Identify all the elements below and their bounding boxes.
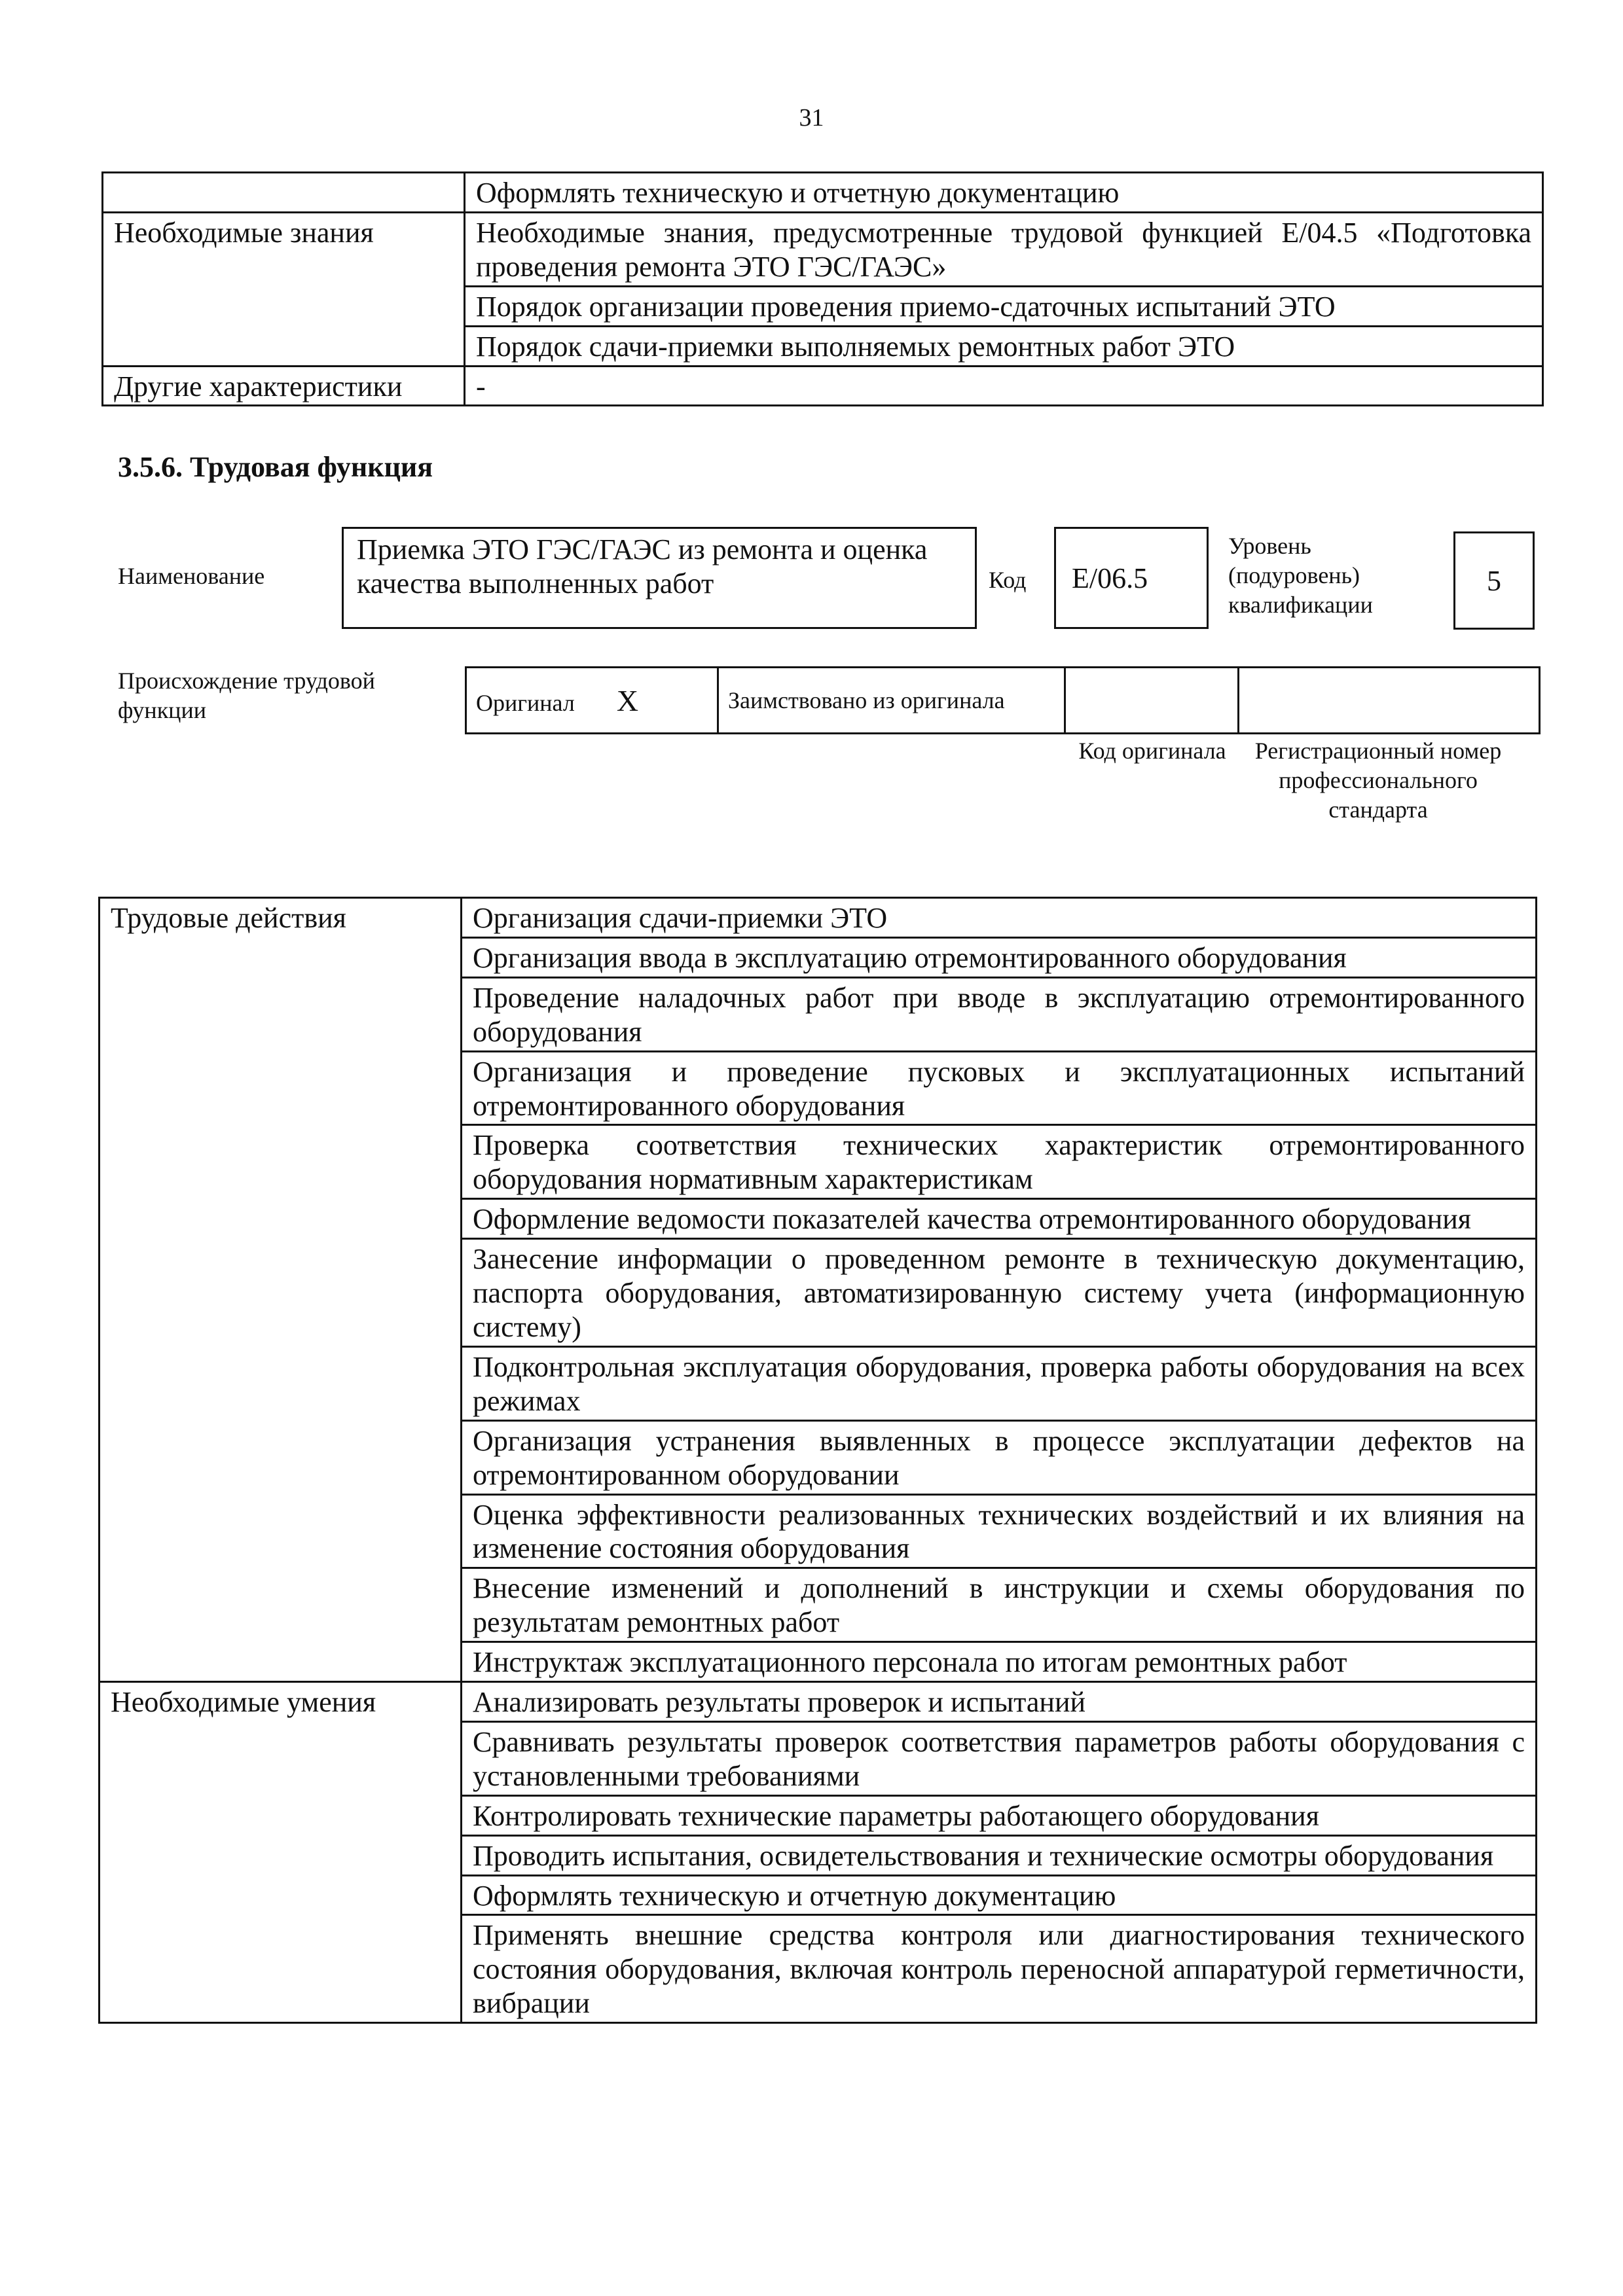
row-text: Инструктаж эксплуатационного персонала по итогам ремонтных работ <box>462 1642 1537 1682</box>
row-text: Организация ввода в эксплуатацию отремонтированного оборудования <box>462 937 1537 977</box>
row-label <box>103 173 465 213</box>
code-label: Код <box>989 567 1027 593</box>
row-text: Необходимые знания, предусмотренные трудовой функцией E/04.5 «Подготовка проведения ремонта ЭТО ГЭС/ГАЭС» <box>465 212 1543 286</box>
row-text: Оценка эффективности реализованных технических воздействий и их влияния на изменение состояния оборудования <box>462 1494 1537 1568</box>
borrowed-label: Заимствовано из оригинала <box>718 668 1065 734</box>
row-text: Организация и проведение пусковых и эксплуатационных испытаний отремонтированного оборудования <box>462 1051 1537 1125</box>
row-text: Подконтрольная эксплуатация оборудования, проверка работы оборудования на всех режимах <box>462 1346 1537 1420</box>
required-skills-label: Необходимые умения <box>100 1682 462 2023</box>
code-box <box>1054 527 1209 629</box>
row-text: Оформлять техническую и отчетную документацию <box>465 173 1543 213</box>
row-text: Контролировать технические параметры работающего оборудования <box>462 1795 1537 1835</box>
row-text: Организация устранения выявленных в процессе эксплуатации дефектов на отремонтированном оборудовании <box>462 1420 1537 1494</box>
row-text: Оформлять техническую и отчетную документацию <box>462 1875 1537 1915</box>
function-name: Приемка ЭТО ГЭС/ГАЭС из ремонта и оценка качества выполненных работ <box>357 533 928 600</box>
table-row <box>103 212 1543 286</box>
reg-number-caption: Регистрационный номер профессионального стандарта <box>1254 738 1502 823</box>
row-text: Занесение информации о проведенном ремонте в техническую документацию, паспорта оборудования, автоматизированную систему учета (информационную систему) <box>462 1239 1537 1347</box>
required-knowledge-label: Необходимые знания <box>103 212 465 366</box>
level-value: 5 <box>1487 564 1501 597</box>
table-row <box>100 1682 1537 1722</box>
page-number: 31 <box>799 104 824 132</box>
row-text: Проведение наладочных работ при вводе в эксплуатацию отремонтированного оборудования <box>462 977 1537 1051</box>
level-box <box>1453 531 1535 630</box>
original-cell <box>466 668 718 734</box>
level-label: Уровень (подуровень) квалификации <box>1228 533 1373 618</box>
origin-label: Происхождение трудовой функции <box>118 668 375 723</box>
table-row <box>100 898 1537 938</box>
original-code-caption: Код оригинала <box>1078 738 1226 764</box>
row-text: Анализировать результаты проверок и испытаний <box>462 1682 1537 1722</box>
original-label: Оригинал <box>476 689 575 716</box>
row-text: Сравнивать результаты проверок соответствия параметров работы оборудования с установленными требованиями <box>462 1721 1537 1795</box>
labor-actions-label: Трудовые действия <box>100 898 462 1682</box>
row-text: Внесение изменений и дополнений в инструкции и схемы оборудования по результатам ремонтных работ <box>462 1568 1537 1642</box>
origin-table <box>465 666 1541 734</box>
section-title: 3.5.6. Трудовая функция <box>118 451 433 483</box>
code-value: E/06.5 <box>1072 562 1148 594</box>
function-name-box <box>342 527 977 629</box>
row-text: Проверка соответствия технических характеристик отремонтированного оборудования нормативным характеристикам <box>462 1125 1537 1199</box>
labor-actions-table <box>98 897 1537 2024</box>
row-text: Применять внешние средства контроля или диагностирования технического состояния оборудования, включая контроль переносной аппаратурой герметичности, вибрации <box>462 1915 1537 2023</box>
other-characteristics-label: Другие характеристики <box>103 366 465 406</box>
table-row <box>103 173 1543 213</box>
row-text: Оформление ведомости показателей качества отремонтированного оборудования <box>462 1199 1537 1239</box>
row-text: Порядок организации проведения приемо-сдаточных испытаний ЭТО <box>465 286 1543 326</box>
original-mark: X <box>616 683 639 717</box>
reg-number-cell <box>1239 668 1540 734</box>
knowledge-table <box>101 171 1544 406</box>
row-text: Проводить испытания, освидетельствования и технические осмотры оборудования <box>462 1835 1537 1875</box>
row-text: - <box>465 366 1543 406</box>
table-row <box>103 366 1543 406</box>
row-text: Порядок сдачи-приемки выполняемых ремонтных работ ЭТО <box>465 326 1543 366</box>
row-text: Организация сдачи-приемки ЭТО <box>462 898 1537 938</box>
original-code-cell <box>1065 668 1239 734</box>
name-label: Наименование <box>118 563 265 589</box>
